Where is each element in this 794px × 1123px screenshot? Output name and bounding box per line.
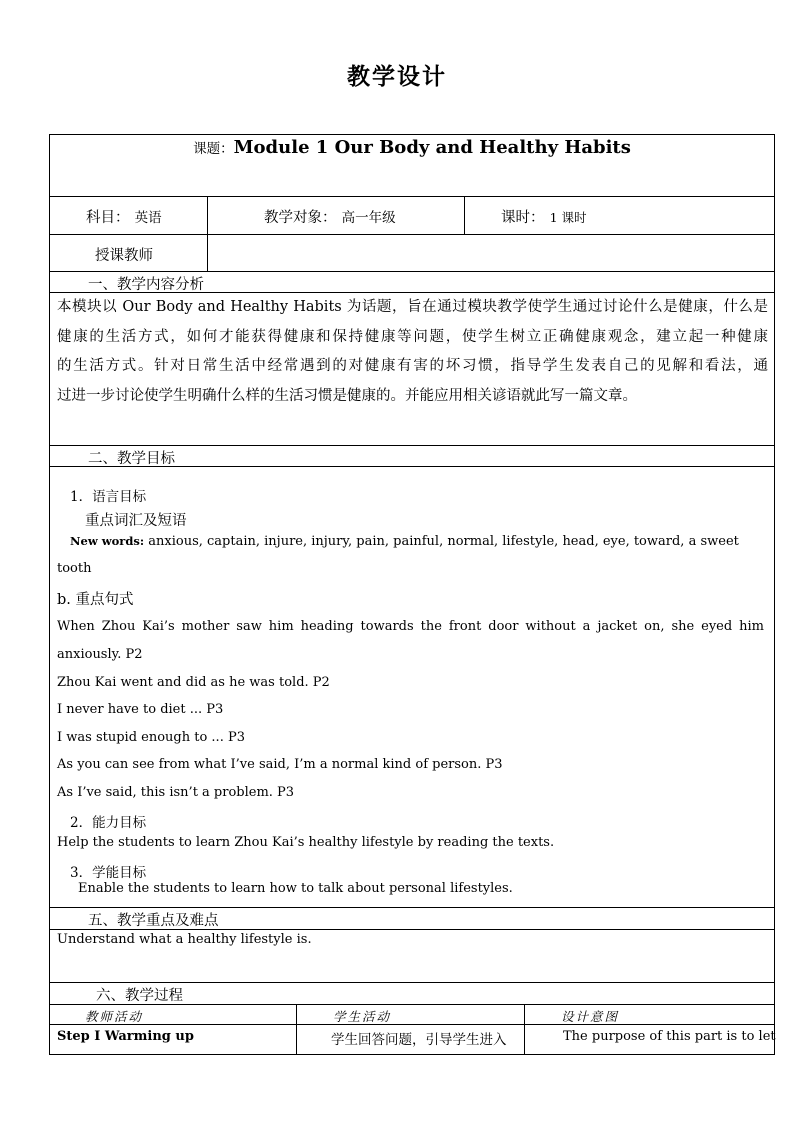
- col-intent-cell: [524, 1005, 774, 1024]
- audience-cell: [207, 197, 464, 234]
- col-teacher-header: 教师活动: [85, 1009, 144, 1024]
- section1-line: 本模块以 Our Body and Healthy Habits 为话题，旨在通过模块教学使学生通过讨论什么是健康，什么是: [57, 299, 768, 315]
- section2-heading-row: [49, 445, 775, 466]
- sentence-item: Zhou Kai went and did as he was told. P2: [57, 675, 330, 690]
- section1-heading: 一、教学内容分析: [88, 277, 204, 293]
- key-point-text: Understand what a healthy lifestyle is.: [57, 932, 312, 947]
- topic-label: 课题：: [193, 141, 234, 157]
- row1-student-cell: [296, 1025, 524, 1054]
- section6-heading-row: [49, 982, 775, 1004]
- vocab-heading: 重点词汇及短语: [85, 513, 187, 529]
- sentence-item: As you can see from what I’ve said, I’m a normal kind of person. P3: [57, 757, 503, 772]
- sentence-item: I was stupid enough to ... P3: [57, 730, 245, 745]
- section2-heading: 二、教学目标: [88, 451, 175, 467]
- topic-value: Module 1 Our Body and Healthy Habits: [233, 137, 631, 158]
- topic-line: [50, 137, 774, 158]
- document-title: 教学设计: [347, 63, 447, 90]
- ability-goal-text: Help the students to learn Zhou Kai’s healthy lifestyle by reading the texts.: [57, 835, 555, 850]
- subject-value: 英语: [134, 210, 162, 226]
- section1-heading-row: [49, 271, 775, 292]
- section5-heading: 五、教学重点及难点: [88, 913, 219, 929]
- row1-intent-cell: [524, 1025, 774, 1054]
- col-student-cell: [296, 1005, 524, 1024]
- periods-value: 1 课时: [549, 210, 587, 225]
- periods-cell: [464, 197, 774, 234]
- section1-line: 健康的生活方式，如何才能获得健康和保持健康等问题，使学生树立正确健康观念，建立起一种健康: [57, 329, 768, 345]
- new-words-cont: tooth: [57, 561, 92, 576]
- section1-content: [49, 292, 775, 445]
- new-words-label: New words:: [70, 534, 145, 548]
- sentence-item: I never have to diet ... P3: [57, 702, 224, 717]
- learning-goal-text: Enable the students to learn how to talk about personal lifestyles.: [78, 881, 513, 896]
- new-words-list: anxious, captain, injure, injury, pain, painful, normal, lifestyle, head, eye, toward, a sweet: [148, 534, 739, 549]
- teacher-label: 授课教师: [95, 248, 153, 264]
- periods-label: 课时：: [501, 210, 545, 226]
- table-bottom-border: [49, 1054, 775, 1055]
- teacher-value-cell: [207, 235, 774, 271]
- teacher-label-cell: [50, 235, 207, 271]
- sentences-heading: b. 重点句式: [57, 592, 134, 608]
- topic-row: [49, 134, 775, 196]
- row1-teacher-activity: Step I Warming up: [57, 1029, 194, 1044]
- col-intent-header: 设计意图: [561, 1009, 620, 1024]
- info-row: [49, 196, 775, 234]
- section2-content: [49, 466, 775, 907]
- subject-label: 科目：: [86, 210, 130, 226]
- section5-heading-row: [49, 907, 775, 929]
- learning-goal-heading: 3．学能目标: [70, 865, 147, 881]
- audience-value: 高一年级: [341, 210, 396, 226]
- section1-line: 过进一步讨论使学生明确什么样的生活习惯是健康的。并能应用相关谚语就此写一篇文章。: [57, 388, 637, 404]
- row1-teacher-cell: [50, 1025, 296, 1054]
- sentence-item: When Zhou Kai’s mother saw him heading towards the front door without a jacket on, she eyed him: [57, 619, 764, 634]
- sentence-item: anxiously. P2: [57, 647, 143, 662]
- process-header-row: [49, 1004, 775, 1024]
- process-row: [49, 1024, 775, 1054]
- section1-line: 的生活方式。针对日常生活中经常遇到的对健康有害的坏习惯，指导学生发表自己的见解和看法，通: [57, 358, 768, 374]
- audience-label: 教学对象：: [264, 210, 337, 226]
- row1-student-activity: 学生回答问题，引导学生进入: [331, 1032, 507, 1048]
- row1-design-intent: The purpose of this part is to let: [563, 1029, 776, 1044]
- col-student-header: 学生活动: [333, 1009, 392, 1024]
- section5-content: [49, 929, 775, 982]
- language-goal-heading: 1．语言目标: [70, 489, 147, 505]
- ability-goal-heading: 2．能力目标: [70, 815, 147, 831]
- teacher-row: [49, 234, 775, 271]
- section6-heading: 六、教学过程: [96, 988, 183, 1004]
- sentence-item: As I’ve said, this isn’t a problem. P3: [57, 785, 295, 800]
- new-words-line: [70, 534, 766, 549]
- col-teacher-cell: [50, 1005, 296, 1024]
- subject-cell: [50, 197, 207, 234]
